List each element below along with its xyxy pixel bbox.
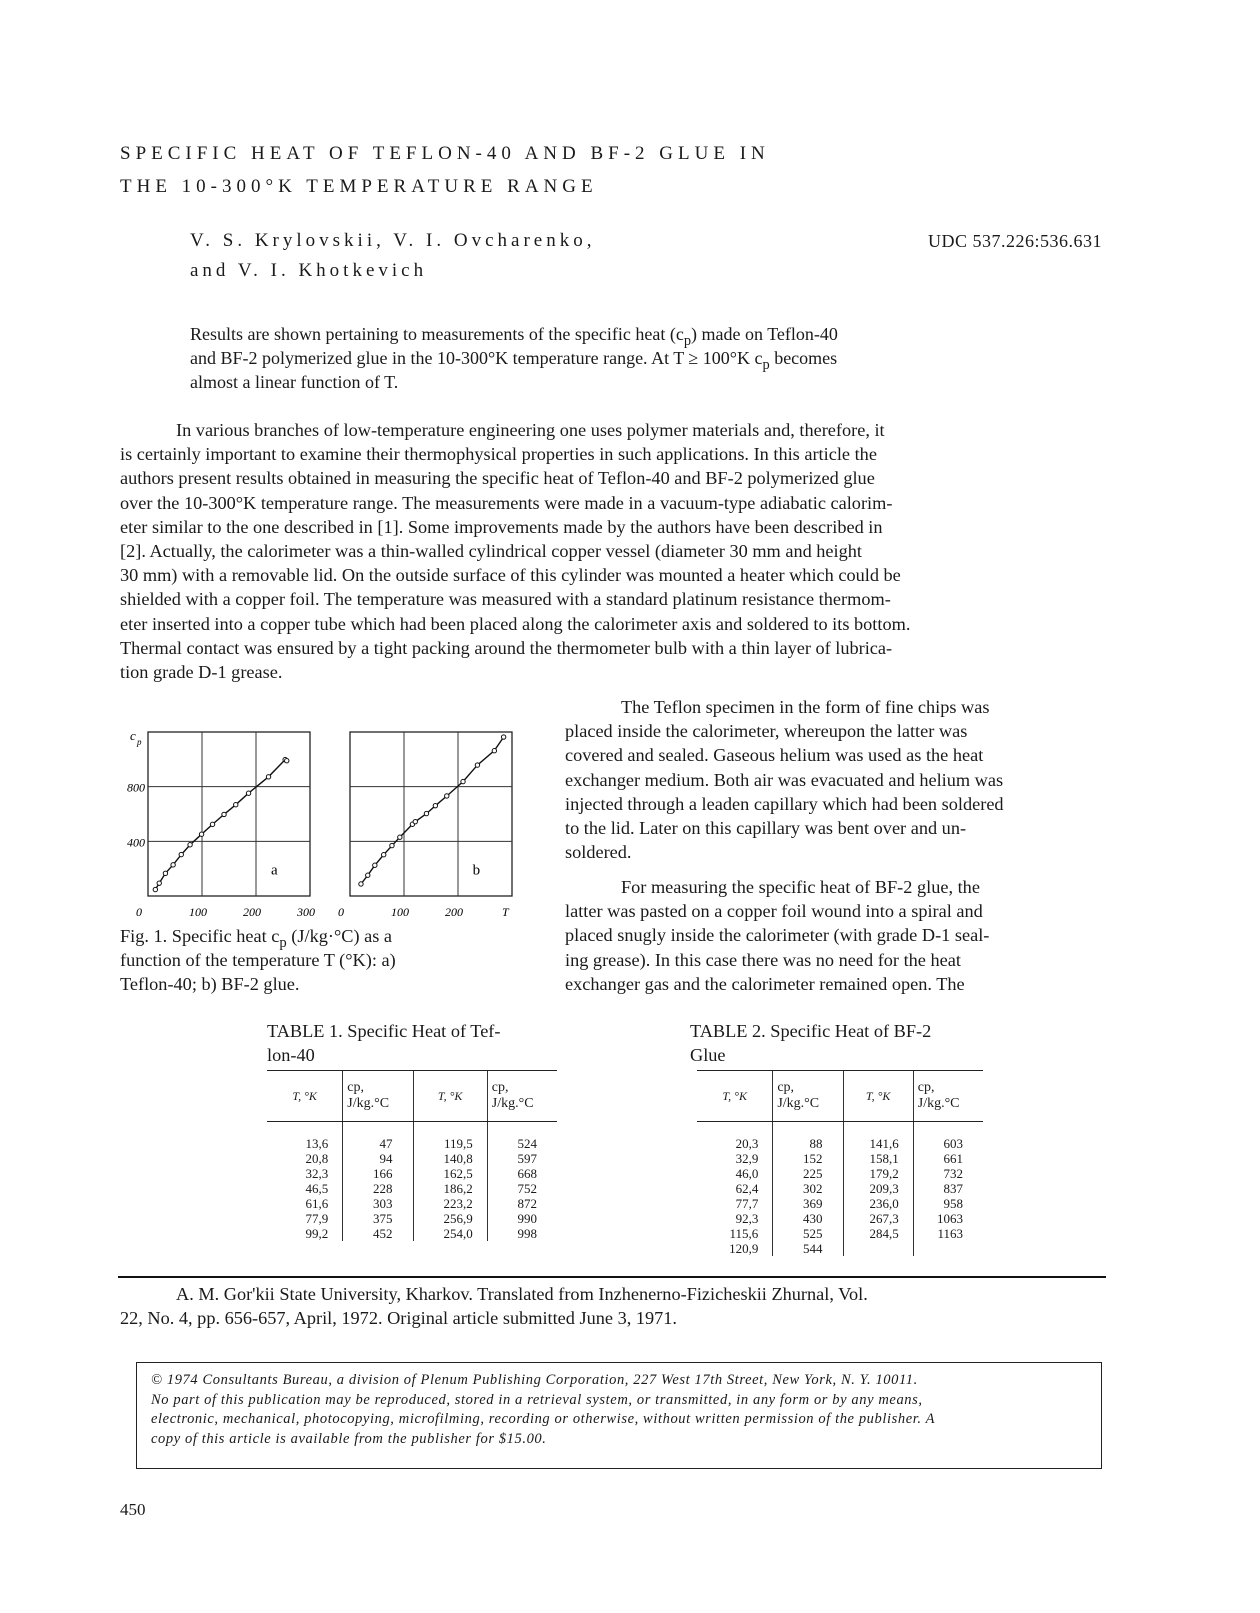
table-cell: 223,2: [413, 1196, 487, 1211]
table-cell: 603: [913, 1122, 983, 1152]
table-row: [697, 1122, 983, 1152]
text-line: eter similar to the one described in [1]. Some improvements made by the authors have been described in: [120, 516, 883, 537]
data-point: [501, 735, 505, 739]
data-point: [398, 835, 402, 839]
copyright-notice: [136, 1362, 1102, 1469]
table-cell: 32,3: [305, 1166, 329, 1181]
table-2: [697, 1070, 983, 1256]
caption-line-3: Teflon-40; b) BF-2 glue.: [120, 974, 300, 995]
table-cell: 32,9: [735, 1151, 759, 1166]
udc-code: UDC 537.226:536.631: [928, 231, 1103, 251]
table-cell: 267,3: [843, 1211, 913, 1226]
table-cell: 13,6: [305, 1136, 329, 1151]
table-row: [267, 1211, 557, 1226]
table-cell: 20,8: [305, 1151, 329, 1166]
copyright-line-4: copy of this article is available from the publisher for $15.00.: [151, 1430, 547, 1447]
footnote-line-1: A. M. Gor'kii State University, Kharkov. Translated from Inzhenerno-Fizicheskii Zhurnal, Vol.: [176, 1284, 868, 1304]
text-line: eter inserted into a copper tube which had been placed along the calorimeter axis and soldered to its bottom.: [120, 613, 911, 634]
text-line: tion grade D-1 grease.: [120, 662, 283, 683]
table-2-title-line-2: Glue: [690, 1045, 726, 1066]
table-cell: 752: [487, 1181, 557, 1196]
table-cell: 115,6: [729, 1226, 759, 1241]
table-cell: 61,6: [305, 1196, 329, 1211]
y-axis-label: c: [130, 728, 136, 743]
table-cell: 430: [773, 1211, 843, 1226]
text-line: to the lid. Later on this capillary was bent over and un-: [565, 818, 967, 839]
table-cell: 162,5: [413, 1166, 487, 1181]
table-1-header-cp: cp, J/kg.°C: [343, 1071, 413, 1122]
authors-line-2: and V. I. Khotkevich: [190, 260, 428, 281]
text-line: soldered.: [565, 842, 632, 863]
table-1-grid: [267, 1070, 557, 1241]
table-1-header-t-2: T, °K: [413, 1071, 487, 1122]
text-line: latter was pasted on a copper foil wound into a spiral and: [565, 901, 983, 922]
table-cell: 140,8: [413, 1151, 487, 1166]
table-cell: 452: [343, 1226, 413, 1241]
data-point: [373, 863, 377, 867]
text-line: [2]. Actually, the calorimeter was a thin-walled cylindrical copper vessel (diameter 30 mm and height: [120, 541, 862, 562]
data-point: [266, 775, 270, 779]
data-curve: [155, 760, 286, 890]
table-cell: 158,1: [843, 1151, 913, 1166]
table-cell: 46,5: [305, 1181, 329, 1196]
table-row: [697, 1241, 983, 1256]
intro-paragraph: [120, 418, 1120, 684]
author-list: [190, 226, 595, 286]
data-point: [210, 822, 214, 826]
x-tick-label: 100: [391, 905, 409, 919]
table-cell: 254,0: [413, 1226, 487, 1241]
copyright-line-3: electronic, mechanical, photocopying, microfilming, recording or otherwise, without written permission of the publisher. A: [151, 1411, 936, 1427]
table-cell: 228: [343, 1181, 413, 1196]
abstract-line-3: almost a linear function of T.: [190, 372, 399, 392]
caption-line-1: Fig. 1. Specific heat $c_p$ (J/kg·°C) as a: [120, 926, 393, 952]
panel-label: b: [472, 862, 481, 879]
specific-heat-chart: [112, 724, 522, 924]
x-tick-label: 100: [189, 905, 207, 919]
table-row: [697, 1196, 983, 1211]
table-row: [697, 1166, 983, 1181]
table-2-header-t: T, °K: [697, 1071, 773, 1122]
table-cell: 256,9: [413, 1211, 487, 1226]
text-line: exchanger medium. Both air was evacuated and helium was: [565, 769, 1004, 790]
table-cell: 99,2: [305, 1226, 329, 1241]
data-point: [424, 811, 428, 815]
table-cell: 20,3: [735, 1136, 759, 1151]
abstract-line-1: Results are shown pertaining to measurements of the specific heat $(c_p)$ made on Teflon-40: [190, 324, 838, 350]
title-line-2: THE 10-300°K TEMPERATURE RANGE: [120, 176, 598, 197]
table-1-title: [267, 1019, 500, 1067]
x-tick-label: 200: [445, 905, 463, 919]
text-line: is certainly important to examine their thermophysical properties in such applications. In this article the: [120, 444, 877, 465]
text-line: shielded with a copper foil. The temperature was measured with a standard platinum resistance thermom-: [120, 589, 891, 610]
text-line: over the 10-300°K temperature range. The measurements were made in a vacuum-type adiabatic calorim-: [120, 492, 893, 513]
data-point: [157, 881, 161, 885]
table-row: [267, 1122, 557, 1152]
panel-label: a: [271, 862, 278, 879]
table-2-header-cp-2: cp, J/kg.°C: [913, 1071, 983, 1122]
figure-1: [112, 724, 522, 929]
table-2-header-t-2: T, °K: [843, 1071, 913, 1122]
table-cell: 524: [487, 1122, 557, 1152]
table-cell: 375: [343, 1211, 413, 1226]
page-number: 450: [120, 1500, 146, 1519]
abstract: [190, 322, 838, 394]
data-point: [381, 853, 385, 857]
table-row: [697, 1211, 983, 1226]
data-point: [171, 863, 175, 867]
plot-frame: [148, 732, 310, 896]
caption-line-2: function of the temperature T (°K): a): [120, 950, 396, 971]
x-tick-label: 300: [297, 905, 315, 919]
table-row: [267, 1181, 557, 1196]
table-cell: 209,3: [843, 1181, 913, 1196]
table-cell: 369: [773, 1196, 843, 1211]
title-line-1: SPECIFIC HEAT OF TEFLON-40 AND BF-2 GLUE IN: [120, 143, 770, 164]
data-point: [199, 832, 203, 836]
data-point: [433, 803, 437, 807]
table-cell: 668: [487, 1166, 557, 1181]
table-row: [267, 1196, 557, 1211]
table-cell: 525: [773, 1226, 843, 1241]
table-2-header-cp: cp, J/kg.°C: [773, 1071, 843, 1122]
copyright-line-1: © 1974 Consultants Bureau, a division of Plenum Publishing Corporation, 227 West 17th Street, New York, N. Y. 10011.: [151, 1372, 918, 1388]
data-point: [445, 794, 449, 798]
right-column-paragraph-1: [565, 695, 1004, 864]
table-1-title-line-1: TABLE 1. Specific Heat of Tef-: [267, 1021, 501, 1041]
table-cell: 186,2: [413, 1181, 487, 1196]
text-line: authors present results obtained in measuring the specific heat of Teflon-40 and BF-2 polymerized glue: [120, 468, 875, 489]
table-cell: 92,3: [735, 1211, 759, 1226]
table-1-title-line-2: lon-40: [267, 1045, 315, 1066]
text-line: placed snugly inside the calorimeter (with grade D-1 seal-: [565, 925, 990, 946]
table-2-grid: [697, 1070, 983, 1256]
table-cell: [913, 1241, 983, 1256]
table-cell: 661: [913, 1151, 983, 1166]
y-tick-label: 400: [127, 835, 145, 850]
data-point: [390, 843, 394, 847]
table-row: [267, 1226, 557, 1241]
table-cell: 94: [343, 1151, 413, 1166]
data-point: [246, 791, 250, 795]
table-cell: 1063: [913, 1211, 983, 1226]
text-line: covered and sealed. Gaseous helium was used as the heat: [565, 745, 984, 766]
text-line: 30 mm) with a removable lid. On the outside surface of this cylinder was mounted a heater which could be: [120, 565, 901, 586]
data-point: [285, 759, 289, 763]
text-line: The Teflon specimen in the form of fine chips was: [621, 697, 990, 717]
table-cell: 88: [773, 1122, 843, 1152]
table-cell: 77,7: [735, 1196, 759, 1211]
article-title: [120, 143, 770, 198]
table-cell: 302: [773, 1181, 843, 1196]
data-point: [153, 887, 157, 891]
table-cell: 544: [773, 1241, 843, 1256]
table-cell: [843, 1241, 913, 1256]
table-cell: 62,4: [735, 1181, 759, 1196]
table-cell: 152: [773, 1151, 843, 1166]
table-cell: 119,5: [413, 1122, 487, 1152]
table-row: [697, 1181, 983, 1196]
text-line: placed inside the calorimeter, whereupon the latter was: [565, 721, 968, 742]
table-row: [267, 1151, 557, 1166]
data-point: [359, 882, 363, 886]
table-cell: 990: [487, 1211, 557, 1226]
authors-line-1: V. S. Krylovskii, V. I. Ovcharenko,: [190, 230, 596, 251]
table-cell: 225: [773, 1166, 843, 1181]
x-axis-label: T: [502, 905, 509, 919]
data-point: [413, 819, 417, 823]
figure-caption: [120, 924, 396, 997]
table-row: [697, 1151, 983, 1166]
footnote-rule: [118, 1276, 1106, 1278]
table-1-header-cp-2: cp, J/kg.°C: [487, 1071, 557, 1122]
table-cell: 141,6: [843, 1122, 913, 1152]
text-line: injected through a leaden capillary which had been soldered: [565, 793, 1004, 814]
table-cell: 77,9: [305, 1211, 329, 1226]
table-cell: 166: [343, 1166, 413, 1181]
y-tick-label: 800: [127, 780, 145, 795]
x-tick-label: 0: [338, 905, 344, 919]
table-cell: 597: [487, 1151, 557, 1166]
table-cell: 998: [487, 1226, 557, 1241]
data-point: [179, 852, 183, 856]
text-line: In various branches of low-temperature engineering one uses polymer materials and, therefore, it: [176, 420, 885, 440]
x-tick-label: 200: [243, 905, 261, 919]
right-column-paragraph-2: [565, 875, 989, 996]
text-line: ing grease). In this case there was no need for the heat: [565, 949, 961, 970]
table-2-title-line-1: TABLE 2. Specific Heat of BF-2: [690, 1021, 932, 1041]
data-point: [475, 763, 479, 767]
table-cell: 732: [913, 1166, 983, 1181]
table-cell: 1163: [913, 1226, 983, 1241]
table-1: [267, 1070, 557, 1241]
data-point: [492, 749, 496, 753]
table-2-title: [690, 1019, 931, 1067]
text-line: Thermal contact was ensured by a tight packing around the thermometer bulb with a thin layer of lubrica-: [120, 637, 893, 658]
data-point: [461, 779, 465, 783]
table-row: [697, 1226, 983, 1241]
data-point: [163, 871, 167, 875]
footnote: [120, 1282, 868, 1330]
footnote-line-2: 22, No. 4, pp. 656-657, April, 1972. Original article submitted June 3, 1971.: [120, 1308, 678, 1329]
abstract-line-2: and BF-2 polymerized glue in the 10-300°K temperature range. At T ≥ 100°K $c_p$ becomes: [190, 348, 838, 374]
text-line: exchanger gas and the calorimeter remained open. The: [565, 973, 965, 994]
table-cell: 47: [343, 1122, 413, 1152]
table-cell: 837: [913, 1181, 983, 1196]
table-cell: 958: [913, 1196, 983, 1211]
text-line: For measuring the specific heat of BF-2 glue, the: [621, 877, 980, 897]
table-row: [267, 1166, 557, 1181]
table-cell: 120,9: [729, 1241, 759, 1256]
table-cell: 179,2: [843, 1166, 913, 1181]
table-cell: 46,0: [735, 1166, 759, 1181]
data-curve: [361, 737, 504, 884]
data-point: [188, 843, 192, 847]
table-1-header-t: T, °K: [267, 1071, 343, 1122]
table-cell: 236,0: [843, 1196, 913, 1211]
data-point: [222, 812, 226, 816]
data-point: [234, 803, 238, 807]
y-axis-label-sub: p: [137, 737, 142, 747]
table-cell: 284,5: [843, 1226, 913, 1241]
table-cell: 872: [487, 1196, 557, 1211]
copyright-line-2: No part of this publication may be reproduced, stored in a retrieval system, or transmitted, in any form or by any means,: [151, 1391, 923, 1408]
table-cell: 303: [343, 1196, 413, 1211]
x-tick-label: 0: [136, 905, 142, 919]
data-point: [366, 873, 370, 877]
